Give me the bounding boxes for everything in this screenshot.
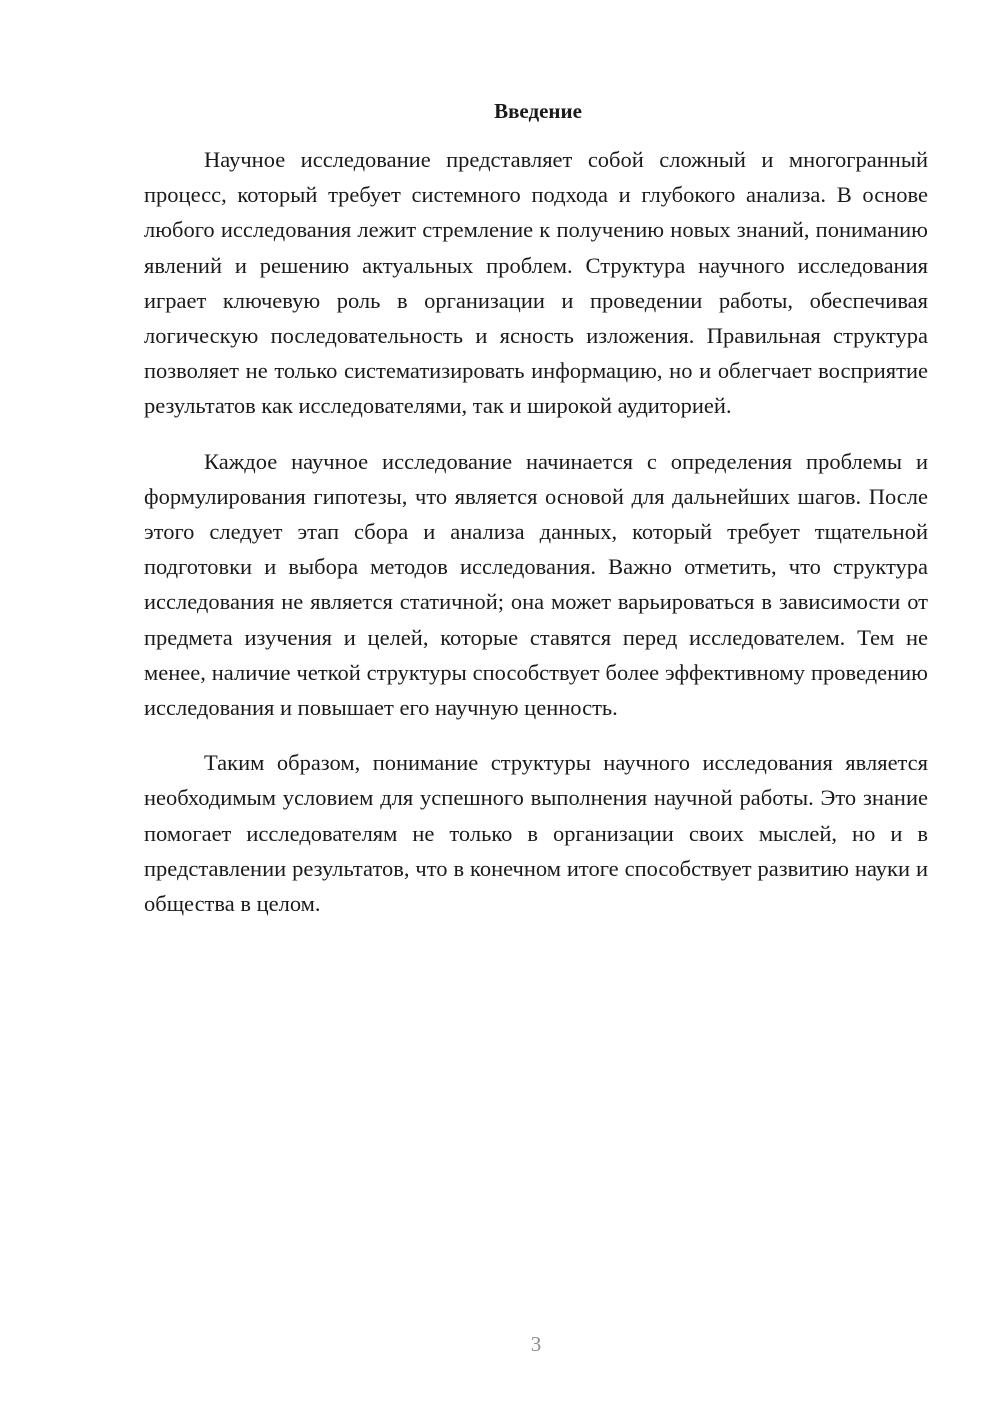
paragraph-3: Таким образом, понимание структуры научного исследования является необходимым условием для успешного выполнения научной работы. Это знание помогает исследователям не только в организации своих мыслей, но и в представлении результатов, что в конечном итоге способствует развитию науки и общества в целом. — [144, 750, 928, 917]
page-body — [144, 96, 928, 921]
page-number: 3 — [530, 1332, 542, 1356]
section-title: Введение — [494, 99, 582, 123]
paragraph-1: Научное исследование представляет собой сложный и многогранный процесс, который требует системного подхода и глубокого анализа. В основе любого исследования лежит стремление к получению новых знаний, пониманию явлений и решению актуальных проблем. Структура научного исследования играет ключевую роль в организации и проведении работы, обеспечивая логическую последовательность и ясность изложения. Правильная структура позволяет не только систематизировать информацию, но и облегчает восприятие результатов как исследователями, так и широкой аудиторией. — [144, 147, 928, 419]
paragraph-2: Каждое научное исследование начинается с определения проблемы и формулирования гипотезы, что является основой для дальнейших шагов. После этого следует этап сбора и анализа данных, который требует тщательной подготовки и выбора методов исследования. Важно отметить, что структура исследования не является статичной; она может варьироваться в зависимости от предмета изучения и целей, которые ставятся перед исследователем. Тем не менее, наличие четкой структуры способствует более эффективному проведению исследования и повышает его научную ценность. — [144, 448, 928, 721]
